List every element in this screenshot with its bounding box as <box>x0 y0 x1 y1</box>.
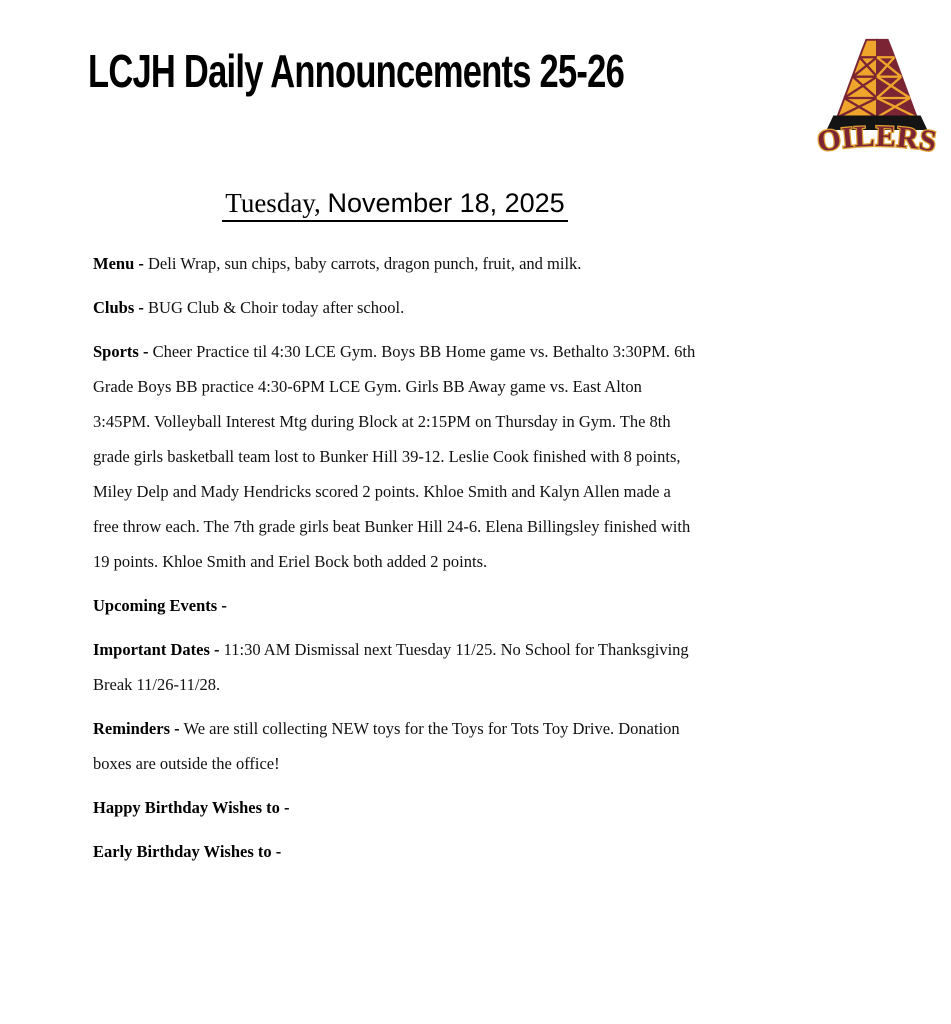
section-happy-birthday <box>93 790 697 825</box>
date-heading <box>0 188 790 222</box>
section-reminders <box>93 711 697 781</box>
section-label: Menu - <box>93 254 144 274</box>
section-label: Early Birthday Wishes to - <box>93 842 282 862</box>
section-label: Clubs - <box>93 298 144 318</box>
section-text: 11:30 AM Dismissal next Tuesday 11/25. No School for Thanksgiving Break 11/26-11/28. <box>93 640 689 695</box>
date-weekday: Tuesday, <box>225 188 321 218</box>
section-label: Happy Birthday Wishes to - <box>93 798 290 818</box>
section-label: Important Dates - <box>93 640 220 660</box>
section-menu <box>93 246 697 281</box>
section-early-birthday <box>93 834 697 869</box>
section-text: Cheer Practice til 4:30 LCE Gym. Boys BB Home game vs. Bethalto 3:30PM. 6th Grade Boys BB practice 4:30-6PM LCE Gym. Girls BB Away game vs. East Alton 3:45PM. Volleyball Interest Mtg during Block at 2:15PM on Thursday in Gym. The 8th grade girls basketball team lost to Bunker Hill 39-12. Leslie Cook finished with 8 points, Miley Delp and Mady Hendricks scored 2 points. Khloe Smith and Kalyn Allen made a free throw each. The 7th grade girls beat Bunker Hill 24-6. Elena Billingsley finished with 19 points. Khloe Smith and Eriel Bock both added 2 points. <box>93 342 696 572</box>
section-label: Upcoming Events - <box>93 596 227 616</box>
announcements-body <box>93 246 697 869</box>
section-text: BUG Club & Choir today after school. <box>148 298 405 318</box>
page-title: LCJH Daily Announcements 25-26 <box>88 45 625 97</box>
section-text: We are still collecting NEW toys for the Toys for Tots Toy Drive. Donation boxes are outside the office! <box>93 719 680 774</box>
section-important-dates <box>93 632 697 702</box>
section-upcoming-events <box>93 588 697 623</box>
oilers-wordmark: OILERS <box>814 118 940 159</box>
section-label: Sports - <box>93 342 149 362</box>
section-label: Reminders - <box>93 719 180 739</box>
section-clubs <box>93 290 697 325</box>
date-heading-text <box>222 188 567 222</box>
page-header <box>0 0 940 162</box>
date-full: November 18, 2025 <box>327 188 565 218</box>
section-sports <box>93 334 697 579</box>
section-text: Deli Wrap, sun chips, baby carrots, dragon punch, fruit, and milk. <box>148 254 582 274</box>
oilers-logo <box>803 34 951 162</box>
